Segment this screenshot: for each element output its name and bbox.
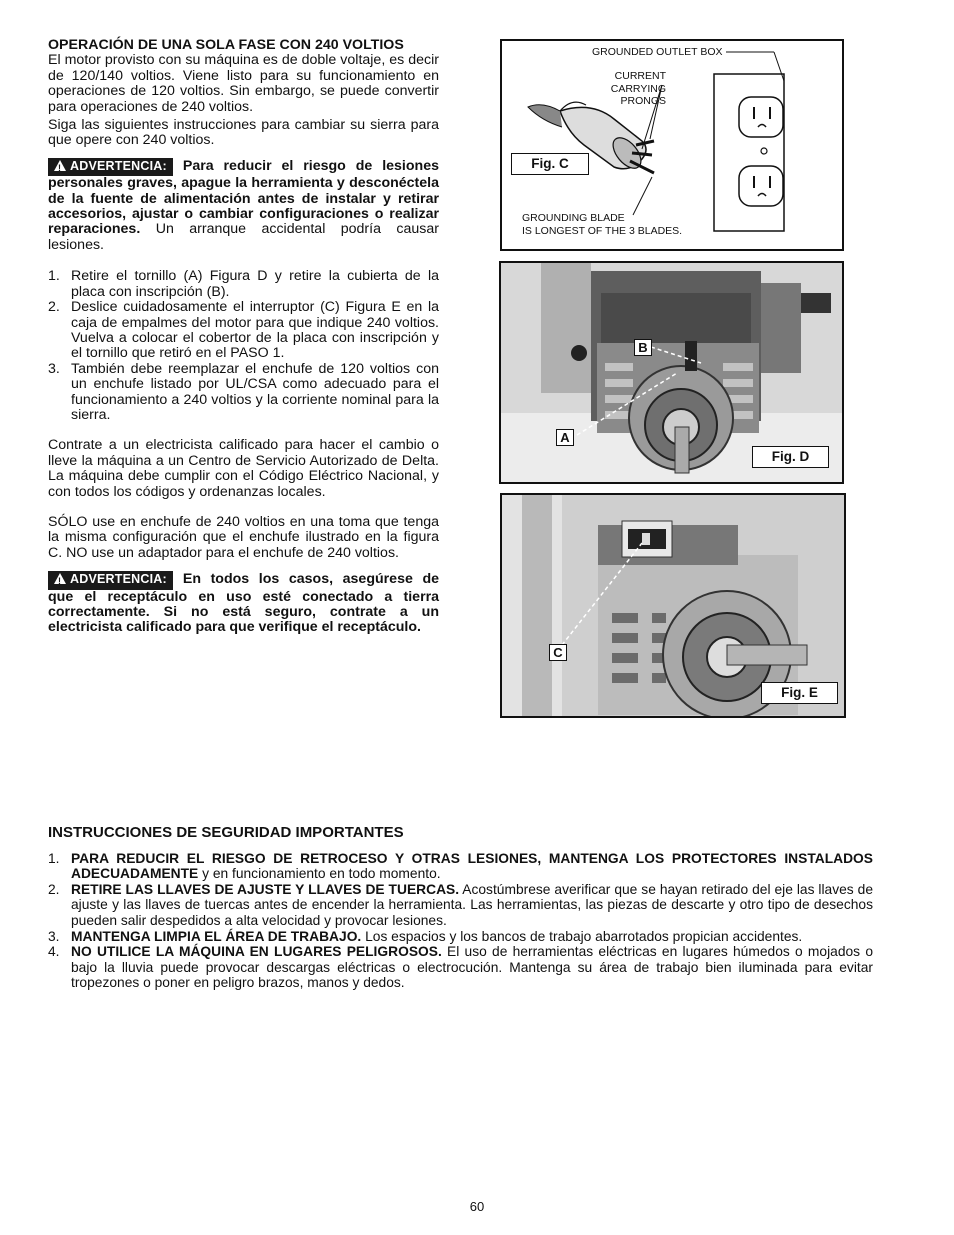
electrician-paragraph: Contrate a un electricista calificado para hacer el cambio o lleve la máquina a un Centro de Servicio Autorizado de Delta. La máquina debe cumplir con el Código Eléctrico Nacional, y con todos los códigos y ordenanzas locales. (48, 437, 439, 500)
steps-list (48, 269, 439, 423)
figure-e (500, 493, 846, 718)
callout-grounding-blade: GROUNDING BLADE IS LONGEST OF THE 3 BLADES. (522, 212, 683, 237)
list-item: 1. Retire el tornillo (A) Figura D y retire la cubierta de la placa con inscripción (B). (48, 268, 439, 300)
list-item: 1. PARA REDUCIR EL RIESGO DE RETROCESO Y OTRAS LESIONES, MANTENGA LOS PROTECTORES INSTALADOS ADECUADAMENTE y en funcionamiento en todo momento. (48, 850, 873, 882)
callout-prongs: CURRENT CARRYING PRONGS (610, 70, 666, 107)
list-item: 2. Deslice cuidadosamente el interruptor (C) Figura E en la caja de empalmes del motor para que indique 240 voltios. Vuelva a colocar el cobertor de la placa con inscripción y el tornillo que retiró en el PASO 1. (48, 299, 439, 362)
warning-triangle-icon (54, 160, 66, 171)
safety-list (48, 851, 873, 991)
figure-e-label: Fig. E (761, 682, 838, 704)
left-column (48, 38, 439, 636)
plug-paragraph: SÓLO use en enchufe de 240 voltios en una toma que tenga la misma configuración que el enchufe ilustrado en la figura C. NO use un adaptador para el enchufe de 240 voltios. (48, 513, 439, 561)
page-number: 60 (469, 1199, 485, 1214)
list-item: 3. MANTENGA LIMPIA EL ÁREA DE TRABAJO. Los espacios y los bancos de trabajo abarrotados propician accidentes. (48, 928, 803, 944)
section-heading: OPERACIÓN DE UNA SOLA FASE CON 240 VOLTIOS (48, 37, 404, 53)
safety-section (48, 825, 873, 991)
warning-normal-text: Un arranque accidental podría causar lesiones. (48, 221, 439, 253)
warning-bold-text: Para reducir el riesgo de lesiones personales graves, apague la herramienta y desconéctela de la fuente de alimentación antes de instalar y retirar accesorios, ajustar o cambiar configuraciones o realizar reparaciones. (48, 157, 439, 238)
list-item: 3. También debe reemplazar el enchufe de 120 voltios con un enchufe listado por UL/CSA como adecuado para el funcionamiento a 240 voltios y la corriente nominal para la sierra. (48, 360, 439, 423)
safety-heading: INSTRUCCIONES DE SEGURIDAD IMPORTANTES (48, 824, 404, 841)
intro-paragraph: El motor provisto con su máquina es de doble voltaje, es decir de 120/140 voltios. Viene listo para su funcionamiento en operaciones de 120 voltios. Sin embargo, se puede convertir para operaciones de 240 voltios. (48, 52, 439, 115)
callout-letter-a: A (556, 429, 574, 446)
warning-block-2 (48, 571, 439, 636)
callout-letter-b: B (634, 339, 652, 356)
callout-outlet-box: GROUNDED OUTLET BOX (592, 46, 723, 58)
warning-block-1 (48, 158, 439, 253)
list-item: 2. RETIRE LAS LLAVES DE AJUSTE Y LLAVES DE TUERCAS. Acostúmbrese averificar que se hayan retirado del eje las llaves de ajuste y las llaves de tuercas antes de encender la herramienta. Las herramientas, las piezas de descarte y otro tipo de desechos pueden salir despedidos a alta velocidad y provocar lesiones. (48, 881, 873, 928)
warning-badge: !ADVERTENCIA: (48, 571, 173, 589)
figure-d-label: Fig. D (752, 446, 829, 468)
warning-bold-text: En todos los casos, asegúrese de que el receptáculo en uso esté conectado a tierra correctamente. Si no está seguro, contrate a un electricista calificado para que verifique el receptáculo. (48, 571, 439, 636)
figure-c (500, 39, 844, 251)
warning-badge: !ADVERTENCIA: (48, 158, 173, 176)
figure-c-label: Fig. C (511, 153, 589, 175)
figure-d (499, 261, 844, 484)
list-item: 4. NO UTILICE LA MÁQUINA EN LUGARES PELIGROSOS. El uso de herramientas eléctricas en lugares húmedos o mojados o bajo la lluvia puede provocar descargas eléctricas o electrocución. Mantenga su área de trabajo bien iluminada para evitar tropezones o poner en peligro brazos, manos y dedos. (48, 944, 874, 991)
warning-triangle-icon (54, 573, 66, 584)
instructions-paragraph: Siga las siguientes instrucciones para cambiar su sierra para que opere con 240 voltios. (48, 117, 439, 149)
callout-letter-c: C (549, 644, 567, 661)
